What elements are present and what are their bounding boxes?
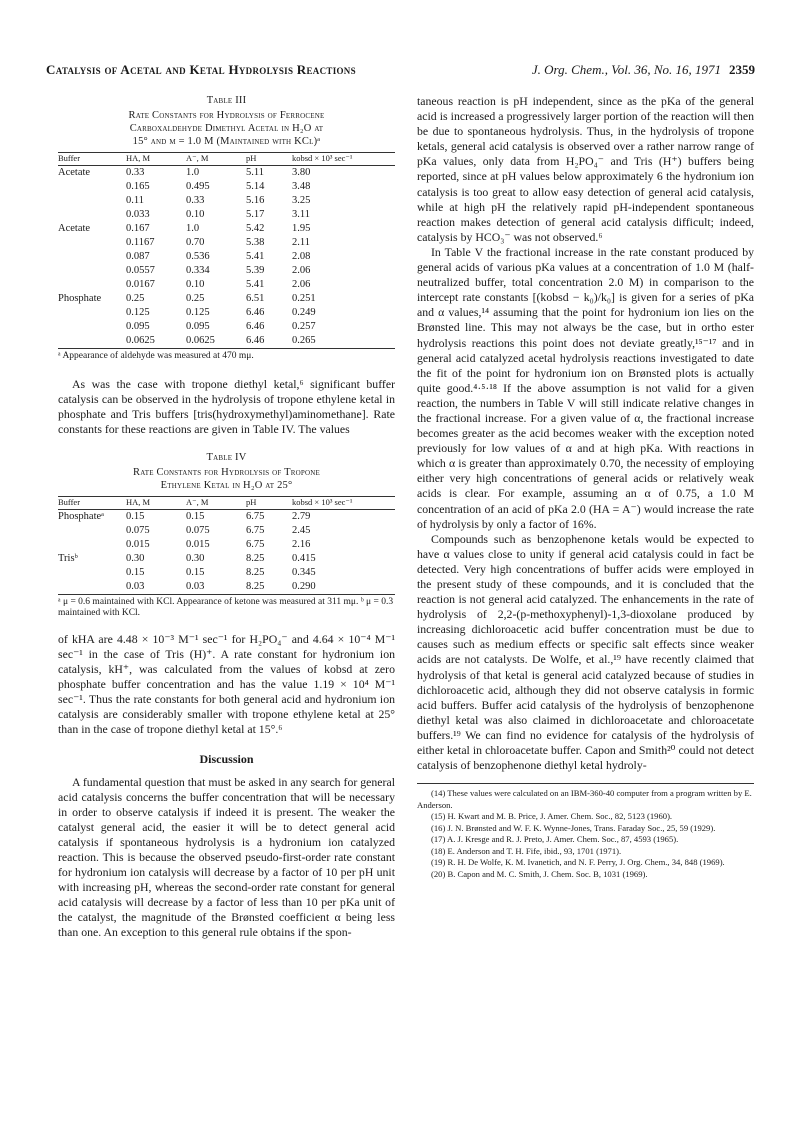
table-cell (58, 524, 126, 538)
table-3 (58, 152, 395, 349)
table-row (58, 222, 395, 236)
table-cell: 5.39 (246, 265, 265, 276)
table-cell (58, 320, 126, 334)
table-cell: 0.10 (186, 279, 205, 290)
journal-name: J. Org. Chem., Vol. 36, No. 16, 1971 (531, 62, 721, 77)
table-cell (58, 180, 126, 194)
table-cell (58, 334, 126, 349)
body-paragraph: taneous reaction is pH independent, since as the pKa of the general acid is increased a progressively larger portion of the reaction will then be due to spontaneous hydrolysis. Thus, in the hydrolysis of tropone ketals, general acid catalysis is observed over a rather narrow range of pKa values, only data from H₂PO₄⁻ and Tris (H⁺) buffers being reported, since at pH values below approximately 6 the hydronium ion catalysis is too great to allow easy detection of general acid catalysis, while at high pH the relatively rapid pH-independent spontaneous reaction makes detection of general acid catalysis difficult; indeed, catalysis by HCO₃⁻ was not observed.⁶ (417, 94, 754, 244)
table-row (58, 166, 395, 181)
table-row (58, 208, 395, 222)
table-4-footnote: ᵃ μ = 0.6 maintained with KCl. Appearance of ketone was measured at 311 mμ. ᵇ μ = 0.3 maintained with KCl. (58, 596, 394, 619)
table-cell: 6.46 (246, 321, 265, 332)
table-row (58, 194, 395, 208)
page-header (46, 62, 755, 82)
reference-item: (16) J. N. Brønsted and W. F. K. Wynne-Jones, Trans. Faraday Soc., 25, 59 (1929). (431, 822, 716, 833)
table-cell: 0.15 (186, 566, 205, 578)
table-cell: 0.495 (186, 181, 210, 192)
table-cell: 0.1167 (126, 237, 155, 248)
table-cell: 8.25 (246, 580, 265, 592)
running-title: Catalysis of Acetal and Ketal Hydrolysis Reactions (46, 62, 356, 77)
table-cell: 0.125 (186, 307, 210, 318)
table-row (58, 264, 395, 278)
left-column (58, 94, 395, 941)
table-cell: 1.95 (292, 223, 311, 234)
table-cell (58, 236, 126, 250)
table-cell (58, 208, 126, 222)
journal-citation (532, 62, 755, 78)
table-cell: 3.25 (292, 195, 311, 206)
body-paragraph: In Table V the fractional increase in the rate constant produced by general acids of various pKa values at a concentration of 1.0 M (half-neutralized buffer, total concentration 2.0 M) in comparison to the intercept rate constants [(kobsd − k₀)/k₀] is given for a series of pKa and α values,¹⁴ assuming that the point for hydronium ion lies on the Brønsted line. This may not always be the case, but in ortho ester hydrolysis reactions this point does not deviate greatly,¹⁵⁻¹⁷ and in general acid catalyzed acetal hydrolysis reactions investigated to date the fit of the point for hydronium ion on Brønsted plots is actually quite good.⁴·⁵·¹⁸ If the above assumption is not valid for a given reaction, the numbers in Table V will still indicate relative changes in the fractional increase. For a given value of α, the fractional increase becomes greater as the acid becomes weaker with the exception noted previously for low values of α and at high pKa. With reactions in which α is greater than approximately 0.70, the necessity of employing either very high concentrations of general acids or relatively weak acids is clear. For example, assuming an α of 0.75, a 1.0 M concentration of an acid of pKa 2.0 (HA = A⁻) would increase the rate of hydrolysis by only a factor of 16%. (417, 244, 754, 531)
table-row (58, 524, 395, 538)
table-cell: 0.095 (186, 321, 210, 332)
table-cell: 0.251 (292, 293, 316, 304)
table-cell: 0.015 (126, 538, 150, 550)
table-cell: 0.087 (126, 251, 150, 262)
table-cell (58, 264, 126, 278)
table-cell: 5.11 (246, 167, 264, 178)
table-cell (58, 306, 126, 320)
table-row (58, 278, 395, 292)
column-header: Buffer (58, 496, 126, 509)
table-cell: 0.167 (126, 223, 150, 234)
reference-item: (17) A. J. Kresge and R. J. Preto, J. Amer. Chem. Soc., 87, 4593 (1965). (431, 834, 679, 845)
table-cell: 6.51 (246, 293, 265, 304)
table-cell: 0.033 (126, 209, 150, 220)
table-cell: 0.334 (186, 265, 210, 276)
table-4-caption-line: Rate Constants for Hydrolysis of Tropone (133, 466, 320, 478)
reference-item: (18) E. Anderson and T. H. Fife, ibid., 93, 1701 (1971). (431, 845, 622, 856)
table-row (58, 580, 395, 595)
table-3-caption-line: Rate Constants for Hydrolysis of Ferrocene (128, 110, 325, 121)
table-cell: 5.41 (246, 251, 265, 262)
table-cell: 5.42 (246, 223, 265, 234)
column-header: kobsd × 10³ sec⁻¹ (292, 153, 395, 166)
table-cell: 6.75 (246, 538, 265, 550)
table-cell: 0.015 (186, 538, 210, 550)
references (417, 783, 754, 880)
table-cell: 0.165 (126, 181, 150, 192)
table-3-caption-line: 15° and μ = 1.0 M (Maintained with KCl)ᵃ (132, 136, 321, 147)
table-cell: 0.0557 (126, 265, 155, 276)
table-cell: 0.290 (292, 580, 316, 592)
table-cell: Phosphate (58, 293, 102, 304)
reference-item: (14) These values were calculated on an IBM-360-40 computer from a program written by E. Anderson. (417, 788, 752, 810)
table-3-caption-line: Carboxaldehyde Dimethyl Acetal in H₂O at (129, 123, 324, 134)
table-4-caption-line: Ethylene Ketal in H₂O at 25° (160, 479, 293, 491)
column-header: kobsd × 10³ sec⁻¹ (292, 496, 395, 509)
reference-item: (19) R. H. De Wolfe, K. M. Ivanetich, and N. F. Perry, J. Org. Chem., 34, 848 (1969). (431, 857, 725, 868)
table-cell: 2.08 (292, 251, 311, 262)
table-cell: 5.38 (246, 237, 265, 248)
table-cell: 6.75 (246, 510, 265, 522)
table-cell: 0.25 (126, 293, 145, 304)
table-3-header-row (58, 153, 395, 166)
table-cell: 0.15 (126, 510, 145, 522)
table-cell: 0.15 (126, 566, 145, 578)
table-cell: 8.25 (246, 566, 265, 578)
table-row (58, 538, 395, 552)
table-cell: 0.15 (186, 510, 205, 522)
table-cell: 2.79 (292, 510, 311, 522)
table-cell (58, 250, 126, 264)
table-cell: 3.80 (292, 167, 311, 178)
table-cell: 6.75 (246, 524, 265, 536)
table-cell: 5.14 (246, 181, 265, 192)
table-cell: 0.257 (292, 321, 316, 332)
table-cell: 0.03 (186, 580, 205, 592)
table-cell: 3.11 (292, 209, 310, 220)
table-cell: 0.25 (186, 293, 205, 304)
reference-item: (20) B. Capon and M. C. Smith, J. Chem. Soc. B, 1031 (1969). (431, 868, 648, 879)
table-cell: Acetate (58, 167, 91, 178)
table-row (58, 306, 395, 320)
table-cell: 2.11 (292, 237, 310, 248)
table-cell (58, 580, 126, 595)
table-4 (58, 496, 395, 595)
table-cell: 1.0 (186, 167, 200, 178)
table-cell: Phosphateᵃ (58, 510, 105, 522)
column-header: HA, M (126, 496, 186, 509)
table-cell: 5.16 (246, 195, 265, 206)
table-cell: 3.48 (292, 181, 311, 192)
table-cell: 2.45 (292, 524, 311, 536)
table-cell: Acetate (58, 223, 91, 234)
right-column (417, 94, 754, 880)
table-row (58, 236, 395, 250)
table-cell: 0.249 (292, 307, 316, 318)
table-4-label: Table IV (206, 451, 247, 463)
table-cell: 0.536 (186, 251, 210, 262)
table-cell: 6.46 (246, 307, 265, 318)
table-cell: 0.0625 (186, 335, 215, 346)
table-4-body (58, 509, 395, 594)
table-3-footnote: ᵃ Appearance of aldehyde was measured at 470 mμ. (58, 351, 254, 361)
table-cell: 0.30 (126, 552, 145, 564)
table-cell: 0.125 (126, 307, 150, 318)
page-number: 2359 (729, 62, 755, 77)
body-paragraph: As was the case with tropone diethyl ketal,⁶ significant buffer catalysis can be observed in the hydrolysis of tropone ethylene ketal in phosphate and Tris buffers [tris(hydroxymethyl)aminomethane]. Rate constants for these reactions are given in Table IV. The values (58, 376, 395, 436)
table-cell: 0.415 (292, 552, 316, 564)
table-row (58, 509, 395, 524)
table-cell: 5.41 (246, 279, 265, 290)
column-header: HA, M (126, 153, 186, 166)
table-cell: 0.095 (126, 321, 150, 332)
table-3-label: Table III (206, 95, 247, 106)
table-cell: 0.33 (126, 167, 145, 178)
table-4-header-row (58, 496, 395, 509)
table-cell: 0.30 (186, 552, 205, 564)
table-3-body (58, 166, 395, 349)
table-cell: 2.16 (292, 538, 311, 550)
table-cell: 0.10 (186, 209, 205, 220)
table-cell (58, 194, 126, 208)
table-cell: 0.075 (126, 524, 150, 536)
column-header: Buffer (58, 153, 126, 166)
table-row (58, 320, 395, 334)
table-row (58, 566, 395, 580)
column-header: A⁻, M (186, 153, 246, 166)
table-cell: 0.11 (126, 195, 144, 206)
table-cell: 0.0167 (126, 279, 155, 290)
table-row (58, 334, 395, 349)
body-paragraph: A fundamental question that must be asked in any search for general acid catalysis concerns the buffer concentration that will be necessary in order to observe catalysis if indeed it is present. The weaker the catalyst general acid, the easier it will be to detect general acid catalysis if spontaneous hydrolysis is a hydronium ion catalyzed reaction. This is because the observed pseudo-first-order rate constant for hydronium ion catalysis will decrease by a factor of 10 per pH unit with increasing pH, whereas the second-order rate constant for general acid catalysis will decrease by a factor of less than 10 per pKa unit of the catalyst, the magnitude of the Brønsted coefficient α being less than one. An exception to this general rule obtains if the spon- (58, 774, 395, 940)
table-cell: 0.0625 (126, 335, 155, 346)
table-cell: 0.345 (292, 566, 316, 578)
body-paragraph: of kHA are 4.48 × 10⁻³ M⁻¹ sec⁻¹ for H₂PO₄⁻ and 4.64 × 10⁻⁴ M⁻¹ sec⁻¹ in the case of Tris (H)⁺. A rate constant for hydronium ion catalysis, kH⁺, was calculated from the values of kobsd at zero phosphate buffer concentration and has the value 1.19 × 10⁴ M⁻¹ sec⁻¹. Thus the rate constants for both general acid and hydronium ion catalysis are considerably smaller with tropone ethylene ketal at 25° than in the case of tropone diethyl ketal at 15°.⁶ (58, 631, 395, 737)
table-cell: 5.17 (246, 209, 265, 220)
table-row (58, 552, 395, 566)
table-cell: 6.46 (246, 335, 265, 346)
table-cell: 8.25 (246, 552, 265, 564)
table-cell (58, 566, 126, 580)
table-cell: Trisᵇ (58, 552, 78, 564)
table-cell: 0.03 (126, 580, 145, 592)
table-cell: 1.0 (186, 223, 200, 234)
table-cell: 2.06 (292, 279, 311, 290)
table-cell: 0.265 (292, 335, 316, 346)
table-cell: 0.075 (186, 524, 210, 536)
table-3-caption (58, 94, 395, 148)
table-cell (58, 278, 126, 292)
column-header: A⁻, M (186, 496, 246, 509)
table-row (58, 180, 395, 194)
table-cell (58, 538, 126, 552)
section-heading-discussion: Discussion (199, 751, 254, 766)
reference-item: (15) H. Kwart and M. B. Price, J. Amer. Chem. Soc., 82, 5123 (1960). (431, 811, 673, 822)
column-header: pH (246, 496, 292, 509)
column-header: pH (246, 153, 292, 166)
table-cell: 0.70 (186, 237, 205, 248)
table-cell: 0.33 (186, 195, 205, 206)
table-row (58, 292, 395, 306)
body-paragraph: Compounds such as benzophenone ketals would be expected to have α values close to unity if general acid catalysis could in fact be detected. Very high concentrations of buffer acids were employed in the present study of these compounds, and it is concluded that the reaction is not general acid catalyzed. The enhancements in the rate of hydrolysis of 2,2-(p-methoxyphenyl)-1,3-dioxolane produced by increasing dichloroacetic acid buffer concentration must be due to causes such as medium effects or specific salt effects since weaker acids are not catalysts. De Wolfe, et al.,¹⁹ have recently claimed that hydrolysis of that ketal is general acid catalyzed because of studies in dichloroacetic acid, although they did not observe catalysis in formic acid buffers. Buffer acid catalysis of the hydrolysis of benzophenone diethyl ketal was also claimed in dichloroacetate and chloroacetate buffers.¹⁹ We can find no evidence for catalysis of the hydrolysis of either ketal in chloroacetate buffer. Capon and Smith²⁰ could not detect catalysis of benzophenone diethyl ketal hydroly- (417, 531, 754, 773)
table-cell: 2.06 (292, 265, 311, 276)
table-row (58, 250, 395, 264)
table-4-caption (58, 451, 395, 492)
